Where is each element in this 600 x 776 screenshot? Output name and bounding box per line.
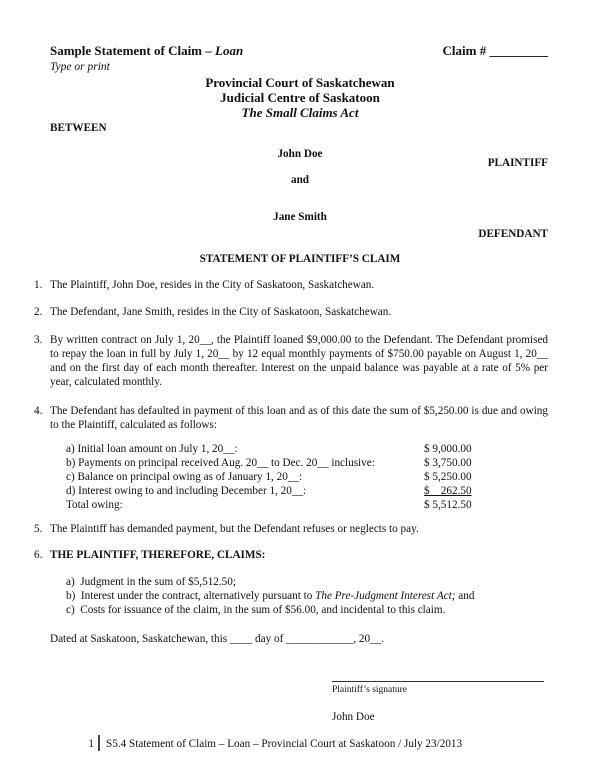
paragraph-1	[34, 278, 548, 292]
paragraph-3	[34, 333, 548, 389]
document-title-italic: Loan	[215, 43, 244, 58]
footer-divider	[98, 735, 101, 751]
claim-item: a) Judgment in the sum of $5,512.50;	[66, 576, 236, 588]
calculation-amount: $ 262.50	[424, 485, 472, 497]
document-subtitle: Type or print	[50, 61, 110, 73]
calculation-row	[66, 456, 476, 470]
paragraph-number: 5.	[34, 523, 43, 535]
court-name: Provincial Court of Saskatchewan	[205, 75, 395, 90]
paragraph-text: The Defendant, Jane Smith, resides in the City of Saskatoon, Saskatchewan.	[50, 306, 392, 318]
signature-name: John Doe	[332, 711, 375, 723]
calculation-amount: $ 5,250.00	[424, 471, 472, 483]
paragraph-number: 2.	[34, 306, 43, 318]
calculation-amount: $ 3,750.00	[424, 457, 472, 469]
calculation-total-row	[66, 498, 476, 512]
paragraph-number: 3.	[34, 334, 43, 346]
paragraph-5	[34, 522, 548, 536]
defendant-name: Jane Smith	[273, 211, 327, 223]
calculation-amount: $ 9,000.00	[424, 443, 472, 455]
claim-item-act: The Pre-Judgment Interest Act;	[315, 590, 456, 602]
paragraph-2	[34, 305, 548, 319]
plaintiff-name: John Doe	[277, 148, 323, 160]
act-name: The Small Claims Act	[241, 105, 359, 120]
claim-item: c) Costs for issuance of the claim, in the sum of $56.00, and incidental to this claim.	[66, 604, 446, 616]
calculation-label: Total owing:	[66, 499, 123, 511]
calculation-label: b) Payments on principal received Aug. 20__ to Dec. 20__ inclusive:	[66, 457, 375, 469]
plaintiff-role: PLAINTIFF	[487, 157, 548, 169]
paragraph-text: The Plaintiff, John Doe, resides in the City of Saskatoon, Saskatchewan.	[50, 279, 375, 291]
paragraph-4	[34, 404, 548, 432]
calculation-label: a) Initial loan amount on July 1, 20__:	[66, 443, 238, 455]
claim-item-text: b) Interest under the contract, alternatively pursuant to	[66, 590, 316, 602]
calculation-amount: $ 5,512.50	[424, 499, 472, 511]
paragraph-number: 1.	[34, 279, 43, 291]
document-title	[50, 43, 243, 59]
claim-item	[66, 589, 474, 603]
paragraph-text: The Plaintiff has demanded payment, but the Defendant refuses or neglects to pay.	[50, 523, 419, 535]
claim-item-text: and	[455, 590, 475, 602]
document-title-prefix: Sample Statement of Claim –	[50, 43, 216, 58]
statement-title: STATEMENT OF PLAINTIFF’S CLAIM	[199, 253, 401, 265]
and-label: and	[290, 174, 310, 186]
page-number: 1	[88, 738, 94, 750]
between-label: BETWEEN	[50, 122, 107, 134]
signature-label: Plaintiff’s signature	[332, 685, 408, 695]
calculation-row	[66, 484, 476, 498]
signature-line	[332, 681, 544, 682]
paragraph-text: The Defendant has defaulted in payment of this loan and as of this date the sum of $5,250.00 is due and owing to the Plaintiff, calculated as follows:	[50, 405, 548, 431]
calculation-row	[66, 442, 476, 456]
dated-line: Dated at Saskatoon, Saskatchewan, this ____ day of ____________, 20__.	[50, 633, 385, 645]
calculation-label: d) Interest owing to and including December 1, 20__:	[66, 485, 307, 497]
claim-number: Claim # _________	[442, 43, 548, 58]
paragraph-text: THE PLAINTIFF, THEREFORE, CLAIMS:	[50, 549, 266, 561]
defendant-role: DEFENDANT	[478, 228, 548, 240]
calculation-row	[66, 470, 476, 484]
paragraph-number: 6.	[34, 549, 43, 561]
judicial-centre: Judicial Centre of Saskatoon	[220, 90, 380, 105]
footer-text: S5.4 Statement of Claim – Loan – Provincial Court at Saskatoon / July 23/2013	[106, 738, 463, 750]
calculation-label: c) Balance on principal owing as of January 1, 20__:	[66, 471, 303, 483]
paragraph-number: 4.	[34, 405, 43, 417]
paragraph-6	[34, 548, 548, 562]
paragraph-text: By written contract on July 1, 20__, the Plaintiff loaned $9,000.00 to the Defendant. The Defendant promised to repay the loan in full by July 1, 20__ by 12 equal monthly payments of $750.00 payable on August 1, 20__ and on the first day of each month thereafter. Interest on the unpaid balance was payable at a rate of 5% per year, calculated monthly.	[50, 334, 548, 388]
